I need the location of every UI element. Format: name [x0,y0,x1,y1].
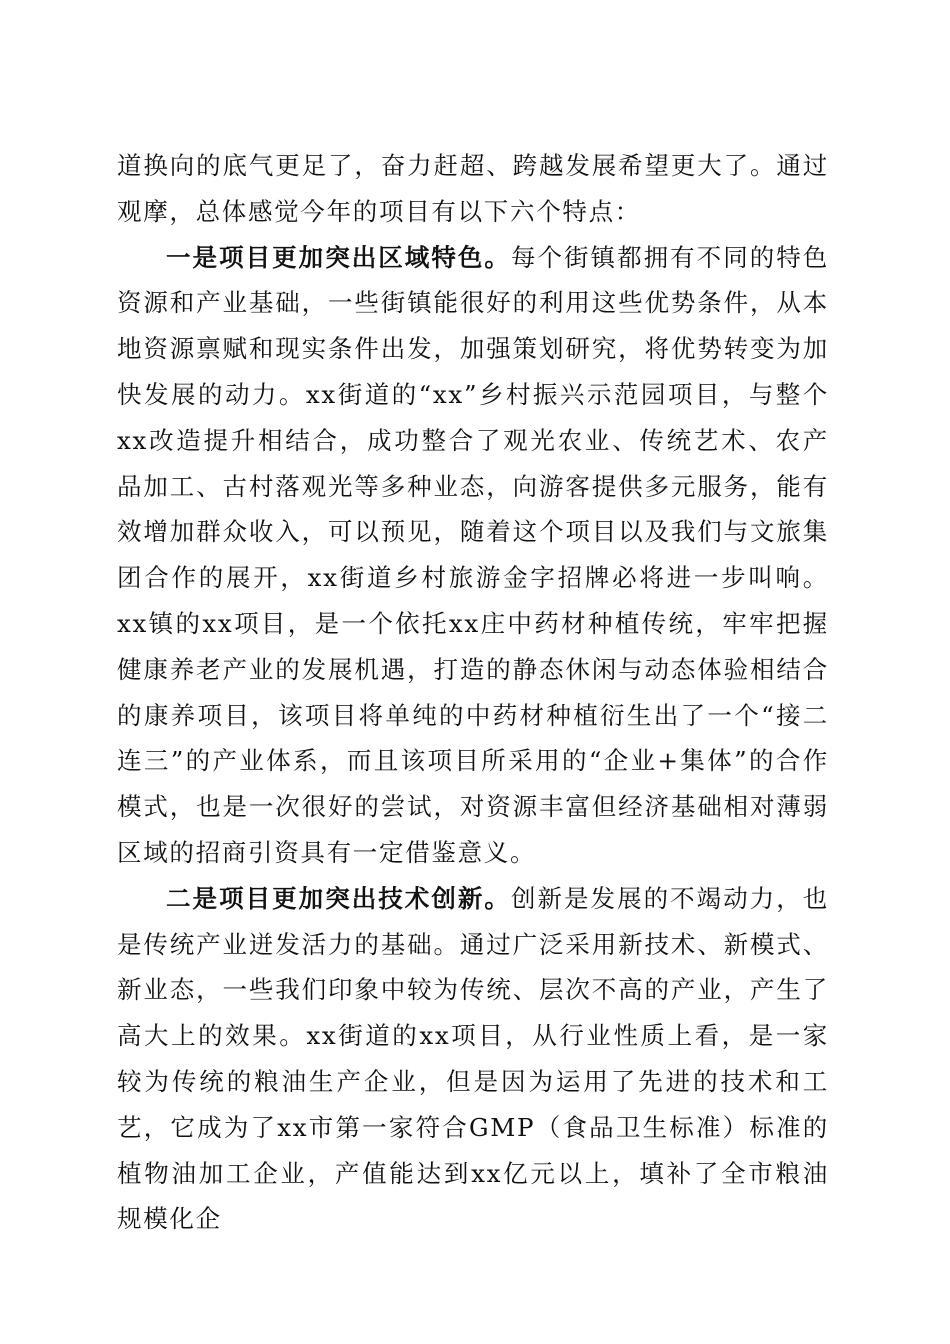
paragraph-regional-features [117,235,829,876]
paragraph-text: 创新是发展的不竭动力，也是传统产业迸发活力的基础。通过广泛采用新技术、新模式、新业态，一些我们印象中较为传统、层次不高的产业，产生了高大上的效果。xx街道的xx项目，从行业性质上看，是一家较为传统的粮油生产企业，但是因为运用了先进的技术和工艺，它成为了xx市第一家符合GMP（食品卫生标准）标准的植物油加工企业，产值能达到xx亿元以上，填补了全市粮油规模化企 [117,883,829,1234]
paragraph-text: 每个街镇都拥有不同的特色资源和产业基础，一些街镇能很好的利用这些优势条件，从本地资源禀赋和现实条件出发，加强策划研究，将优势转变为加快发展的动力。xx街道的“xx”乡村振兴示范园项目，与整个xx改造提升相结合，成功整合了观光农业、传统艺术、农产品加工、古村落观光等多种业态，向游客提供多元服务，能有效增加群众收入，可以预见，随着这个项目以及我们与文旅集团合作的展开，xx街道乡村旅游金字招牌必将进一步叫响。xx镇的xx项目，是一个依托xx庄中药材种植传统，牢牢把握健康养老产业的发展机遇，打造的静态休闲与动态体验相结合的康养项目，该项目将单纯的中药材种植衍生出了一个“接二连三”的产业体系，而且该项目所采用的“企业+集体”的合作模式，也是一次很好的尝试，对资源丰富但经济基础相对薄弱区域的招商引资具有一定借鉴意义。 [117,242,829,867]
paragraph-heading: 一是项目更加突出区域特色。 [166,242,511,272]
paragraph-text: 道换向的底气更足了，奋力赶超、跨越发展希望更大了。通过观摩，总体感觉今年的项目有以下六个特点： [117,151,829,226]
paragraph-technical-innovation [117,876,829,1242]
paragraph-heading: 二是项目更加突出技术创新。 [166,883,511,913]
paragraph-continuation [117,143,829,235]
document-body [117,143,829,1242]
